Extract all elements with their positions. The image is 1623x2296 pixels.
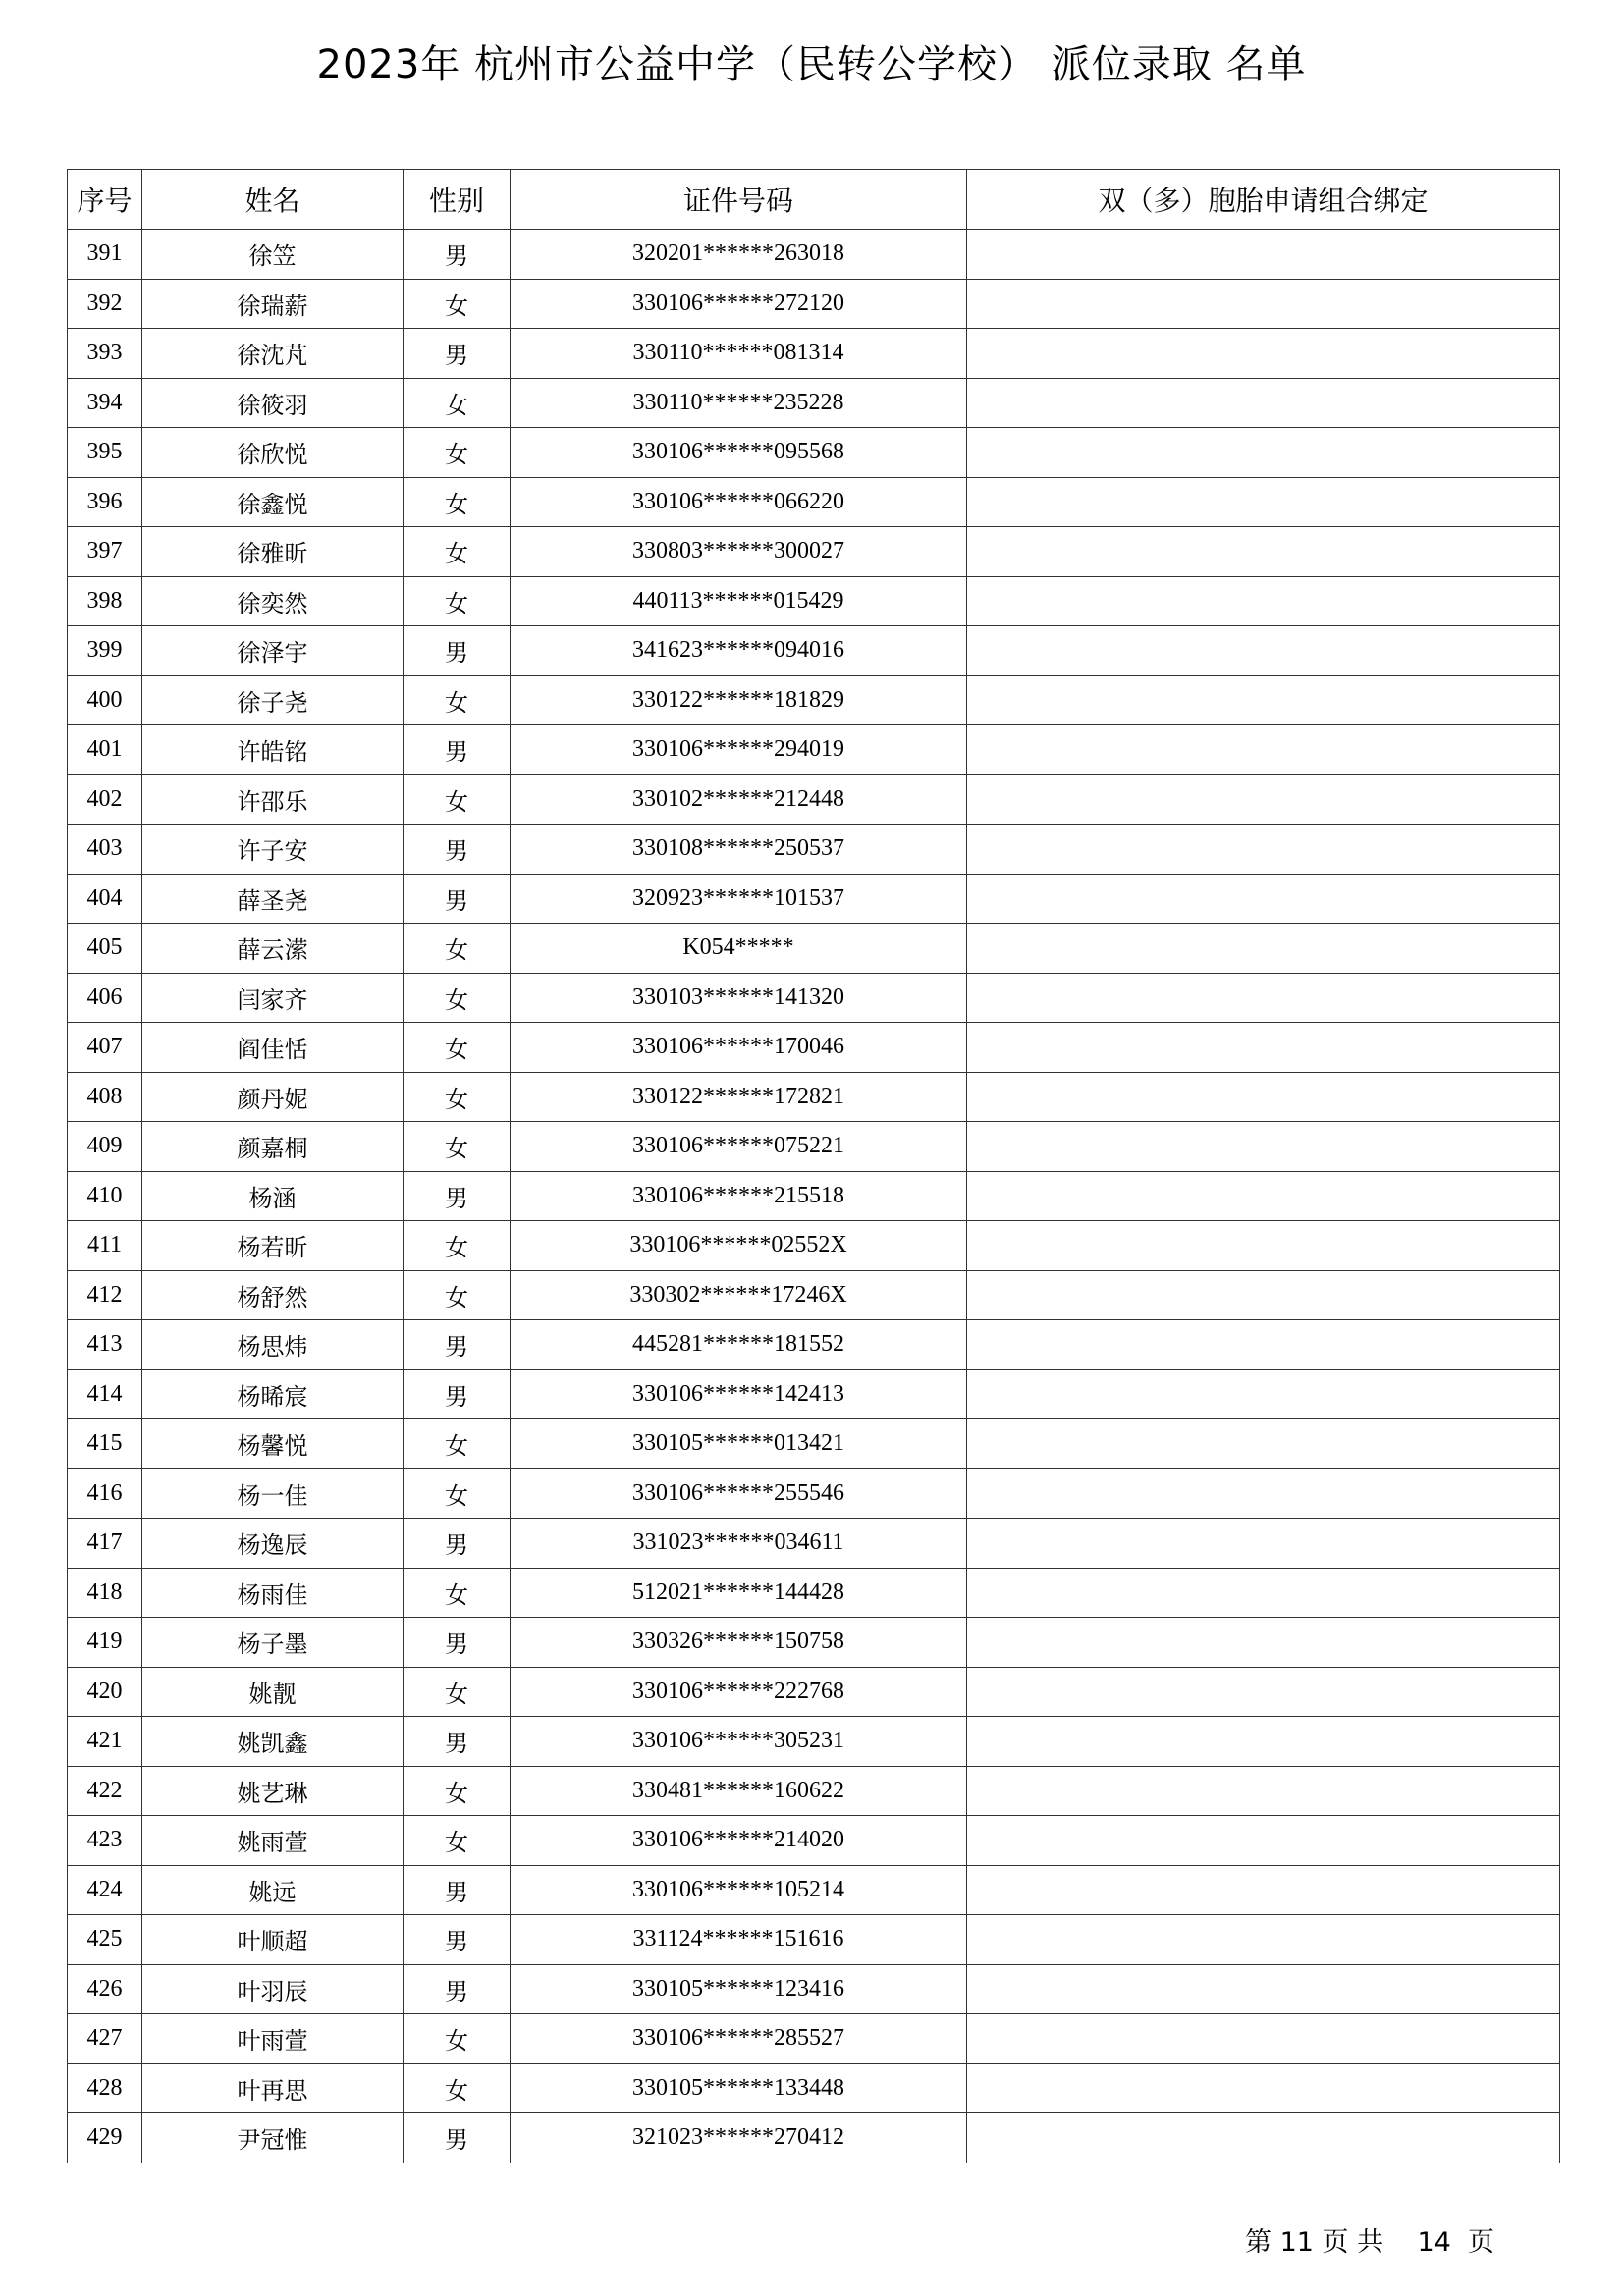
row-seq-cell: 407 [68,1023,142,1073]
row-id-cell: 320923******101537 [511,874,967,924]
row-twins-cell [967,725,1560,775]
row-twins-cell [967,1419,1560,1469]
row-gender-cell: 女 [404,1568,511,1618]
row-seq-cell: 415 [68,1419,142,1469]
table-row [68,1865,1560,1915]
row-twins-cell [967,527,1560,577]
row-gender-cell: 男 [404,1618,511,1668]
row-name-cell: 叶再思 [142,2063,404,2113]
row-twins-cell [967,1122,1560,1172]
footer-total-pages: 14 [1417,2227,1451,2258]
row-id-cell: 331124******151616 [511,1915,967,1965]
row-seq-cell: 405 [68,924,142,974]
row-gender-cell: 男 [404,2113,511,2163]
row-twins-cell [967,1171,1560,1221]
table-row [68,1766,1560,1816]
row-gender-cell: 女 [404,1419,511,1469]
footer-prefix: 第 [1245,2227,1271,2258]
row-name-cell: 徐沈芃 [142,329,404,379]
row-seq-cell: 416 [68,1468,142,1519]
row-seq-cell: 413 [68,1320,142,1370]
table-row [68,1072,1560,1122]
row-seq-cell: 410 [68,1171,142,1221]
row-twins-cell [967,1519,1560,1569]
row-gender-cell: 男 [404,825,511,875]
row-gender-cell: 男 [404,1171,511,1221]
row-id-cell: 330110******081314 [511,329,967,379]
row-name-cell: 姚靓 [142,1667,404,1717]
table-row [68,1369,1560,1419]
row-gender-cell: 男 [404,1915,511,1965]
row-twins-cell [967,1023,1560,1073]
row-seq-cell: 392 [68,279,142,329]
table-row [68,874,1560,924]
row-gender-cell: 女 [404,774,511,825]
row-id-cell: 330106******095568 [511,428,967,478]
row-twins-cell [967,2063,1560,2113]
row-twins-cell [967,1568,1560,1618]
table-row [68,477,1560,527]
row-name-cell: 姚凯鑫 [142,1717,404,1767]
row-name-cell: 杨子墨 [142,1618,404,1668]
row-id-cell: 330103******141320 [511,973,967,1023]
row-id-cell: 330106******305231 [511,1717,967,1767]
footer-middle: 页 共 [1322,2227,1384,2258]
row-seq-cell: 396 [68,477,142,527]
row-id-cell: 330105******013421 [511,1419,967,1469]
table-row [68,1122,1560,1172]
row-seq-cell: 402 [68,774,142,825]
row-twins-cell [967,1717,1560,1767]
row-seq-cell: 414 [68,1369,142,1419]
row-twins-cell [967,1270,1560,1320]
table-row [68,1915,1560,1965]
header-gender: 性别 [404,170,511,230]
row-seq-cell: 394 [68,378,142,428]
row-gender-cell: 女 [404,1270,511,1320]
row-twins-cell [967,1618,1560,1668]
row-id-cell: 330106******285527 [511,2014,967,2064]
row-seq-cell: 427 [68,2014,142,2064]
row-gender-cell: 男 [404,1320,511,1370]
table-body [68,230,1560,2163]
page-footer [1245,2220,1494,2259]
table-header-row [68,170,1560,230]
row-gender-cell: 男 [404,1964,511,2014]
row-twins-cell [967,576,1560,626]
table-row [68,1419,1560,1469]
row-gender-cell: 女 [404,973,511,1023]
row-id-cell: 330102******212448 [511,774,967,825]
row-twins-cell [967,2014,1560,2064]
table-row [68,329,1560,379]
table-row [68,1964,1560,2014]
row-twins-cell [967,1369,1560,1419]
row-id-cell: 330122******172821 [511,1072,967,1122]
row-seq-cell: 424 [68,1865,142,1915]
header-twins: 双（多）胞胎申请组合绑定 [967,170,1560,230]
row-name-cell: 颜丹妮 [142,1072,404,1122]
document-title: 2023年 杭州市公益中学（民转公学校） 派位录取 名单 [316,42,1307,87]
row-gender-cell: 女 [404,527,511,577]
row-twins-cell [967,1221,1560,1271]
row-seq-cell: 397 [68,527,142,577]
row-seq-cell: 420 [68,1667,142,1717]
row-seq-cell: 400 [68,675,142,725]
row-twins-cell [967,1816,1560,1866]
row-name-cell: 叶顺超 [142,1915,404,1965]
row-gender-cell: 女 [404,1667,511,1717]
row-twins-cell [967,230,1560,280]
row-twins-cell [967,874,1560,924]
row-name-cell: 杨晞宸 [142,1369,404,1419]
row-name-cell: 徐泽宇 [142,626,404,676]
row-twins-cell [967,924,1560,974]
row-gender-cell: 男 [404,874,511,924]
row-name-cell: 徐欣悦 [142,428,404,478]
row-gender-cell: 女 [404,2014,511,2064]
row-twins-cell [967,1667,1560,1717]
row-name-cell: 杨馨悦 [142,1419,404,1469]
row-id-cell: 330106******215518 [511,1171,967,1221]
table-row [68,774,1560,825]
row-id-cell: 512021******144428 [511,1568,967,1618]
row-id-cell: 330302******17246X [511,1270,967,1320]
row-seq-cell: 406 [68,973,142,1023]
row-id-cell: 331023******034611 [511,1519,967,1569]
row-id-cell: 330106******294019 [511,725,967,775]
row-id-cell: 330105******133448 [511,2063,967,2113]
row-gender-cell: 女 [404,924,511,974]
row-name-cell: 杨逸辰 [142,1519,404,1569]
header-seq: 序号 [68,170,142,230]
row-gender-cell: 女 [404,428,511,478]
row-seq-cell: 422 [68,1766,142,1816]
row-seq-cell: 409 [68,1122,142,1172]
row-twins-cell [967,973,1560,1023]
table-row [68,825,1560,875]
table-row [68,1519,1560,1569]
row-gender-cell: 女 [404,477,511,527]
row-id-cell: 330105******123416 [511,1964,967,2014]
table-row [68,1468,1560,1519]
table-row [68,2014,1560,2064]
row-id-cell: 330106******066220 [511,477,967,527]
row-name-cell: 薛云潆 [142,924,404,974]
row-twins-cell [967,1320,1560,1370]
row-id-cell: 330106******075221 [511,1122,967,1172]
row-id-cell: 330122******181829 [511,675,967,725]
table-row [68,626,1560,676]
row-seq-cell: 423 [68,1816,142,1866]
row-seq-cell: 419 [68,1618,142,1668]
table-row [68,230,1560,280]
row-id-cell: 320201******263018 [511,230,967,280]
row-gender-cell: 女 [404,1816,511,1866]
row-name-cell: 姚雨萱 [142,1816,404,1866]
table-row [68,1568,1560,1618]
row-name-cell: 杨涵 [142,1171,404,1221]
row-id-cell: 330106******02552X [511,1221,967,1271]
row-name-cell: 许皓铭 [142,725,404,775]
row-gender-cell: 女 [404,1072,511,1122]
row-id-cell: 321023******270412 [511,2113,967,2163]
row-id-cell: 440113******015429 [511,576,967,626]
row-id-cell: 330106******170046 [511,1023,967,1073]
row-twins-cell [967,378,1560,428]
row-name-cell: 徐瑞薪 [142,279,404,329]
row-name-cell: 闫家齐 [142,973,404,1023]
row-seq-cell: 429 [68,2113,142,2163]
table-row [68,924,1560,974]
row-seq-cell: 428 [68,2063,142,2113]
table-row [68,1618,1560,1668]
table-row [68,1171,1560,1221]
table-row [68,1816,1560,1866]
row-name-cell: 徐笠 [142,230,404,280]
row-gender-cell: 男 [404,1369,511,1419]
row-seq-cell: 399 [68,626,142,676]
row-gender-cell: 女 [404,1221,511,1271]
row-name-cell: 徐筱羽 [142,378,404,428]
row-twins-cell [967,1915,1560,1965]
row-id-cell: K054***** [511,924,967,974]
row-seq-cell: 418 [68,1568,142,1618]
table-row [68,675,1560,725]
row-name-cell: 徐子尧 [142,675,404,725]
row-seq-cell: 391 [68,230,142,280]
row-seq-cell: 393 [68,329,142,379]
row-gender-cell: 女 [404,1468,511,1519]
row-twins-cell [967,1964,1560,2014]
row-id-cell: 330803******300027 [511,527,967,577]
footer-suffix: 页 [1468,2227,1495,2258]
table-row [68,1320,1560,1370]
row-name-cell: 徐鑫悦 [142,477,404,527]
table-row [68,1221,1560,1271]
row-twins-cell [967,825,1560,875]
row-gender-cell: 女 [404,675,511,725]
table-row [68,1667,1560,1717]
row-id-cell: 445281******181552 [511,1320,967,1370]
table-row [68,527,1560,577]
table-row [68,2113,1560,2163]
row-gender-cell: 男 [404,230,511,280]
row-gender-cell: 女 [404,1023,511,1073]
row-name-cell: 叶羽辰 [142,1964,404,2014]
row-seq-cell: 417 [68,1519,142,1569]
row-name-cell: 叶雨萱 [142,2014,404,2064]
row-gender-cell: 男 [404,1519,511,1569]
table-row [68,1717,1560,1767]
row-seq-cell: 412 [68,1270,142,1320]
row-twins-cell [967,1468,1560,1519]
row-name-cell: 杨若昕 [142,1221,404,1271]
row-twins-cell [967,477,1560,527]
table-row [68,576,1560,626]
row-name-cell: 杨雨佳 [142,1568,404,1618]
row-gender-cell: 女 [404,576,511,626]
row-twins-cell [967,279,1560,329]
row-twins-cell [967,626,1560,676]
header-name: 姓名 [142,170,404,230]
row-name-cell: 杨思炜 [142,1320,404,1370]
row-seq-cell: 395 [68,428,142,478]
table-row [68,725,1560,775]
row-name-cell: 徐奕然 [142,576,404,626]
table-row [68,428,1560,478]
row-seq-cell: 408 [68,1072,142,1122]
row-seq-cell: 425 [68,1915,142,1965]
row-name-cell: 徐雅昕 [142,527,404,577]
row-twins-cell [967,2113,1560,2163]
row-id-cell: 330106******255546 [511,1468,967,1519]
row-id-cell: 330481******160622 [511,1766,967,1816]
footer-current-page: 11 [1279,2227,1314,2258]
row-id-cell: 330106******142413 [511,1369,967,1419]
row-name-cell: 姚远 [142,1865,404,1915]
row-seq-cell: 398 [68,576,142,626]
row-twins-cell [967,428,1560,478]
row-gender-cell: 女 [404,378,511,428]
row-gender-cell: 男 [404,1865,511,1915]
row-seq-cell: 421 [68,1717,142,1767]
row-id-cell: 330110******235228 [511,378,967,428]
row-id-cell: 330108******250537 [511,825,967,875]
row-twins-cell [967,675,1560,725]
row-gender-cell: 男 [404,329,511,379]
row-twins-cell [967,1072,1560,1122]
row-name-cell: 许邵乐 [142,774,404,825]
row-twins-cell [967,1865,1560,1915]
row-twins-cell [967,329,1560,379]
row-gender-cell: 女 [404,2063,511,2113]
row-id-cell: 330326******150758 [511,1618,967,1668]
table-row [68,279,1560,329]
header-id: 证件号码 [511,170,967,230]
row-seq-cell: 411 [68,1221,142,1271]
admission-roster-table [67,169,1560,2163]
row-name-cell: 薛圣尧 [142,874,404,924]
row-gender-cell: 男 [404,725,511,775]
table-row [68,378,1560,428]
table-row [68,973,1560,1023]
row-gender-cell: 男 [404,626,511,676]
row-id-cell: 330106******105214 [511,1865,967,1915]
row-name-cell: 阎佳恬 [142,1023,404,1073]
row-gender-cell: 女 [404,1122,511,1172]
row-name-cell: 杨舒然 [142,1270,404,1320]
row-name-cell: 许子安 [142,825,404,875]
row-seq-cell: 404 [68,874,142,924]
row-twins-cell [967,1766,1560,1816]
row-seq-cell: 426 [68,1964,142,2014]
row-gender-cell: 女 [404,1766,511,1816]
row-id-cell: 330106******222768 [511,1667,967,1717]
row-id-cell: 330106******214020 [511,1816,967,1866]
row-gender-cell: 男 [404,1717,511,1767]
row-name-cell: 姚艺琳 [142,1766,404,1816]
row-twins-cell [967,774,1560,825]
row-name-cell: 尹冠惟 [142,2113,404,2163]
table-row [68,2063,1560,2113]
table-row [68,1023,1560,1073]
row-gender-cell: 女 [404,279,511,329]
row-seq-cell: 403 [68,825,142,875]
row-seq-cell: 401 [68,725,142,775]
row-id-cell: 330106******272120 [511,279,967,329]
table-row [68,1270,1560,1320]
row-name-cell: 颜嘉桐 [142,1122,404,1172]
row-name-cell: 杨一佳 [142,1468,404,1519]
row-id-cell: 341623******094016 [511,626,967,676]
